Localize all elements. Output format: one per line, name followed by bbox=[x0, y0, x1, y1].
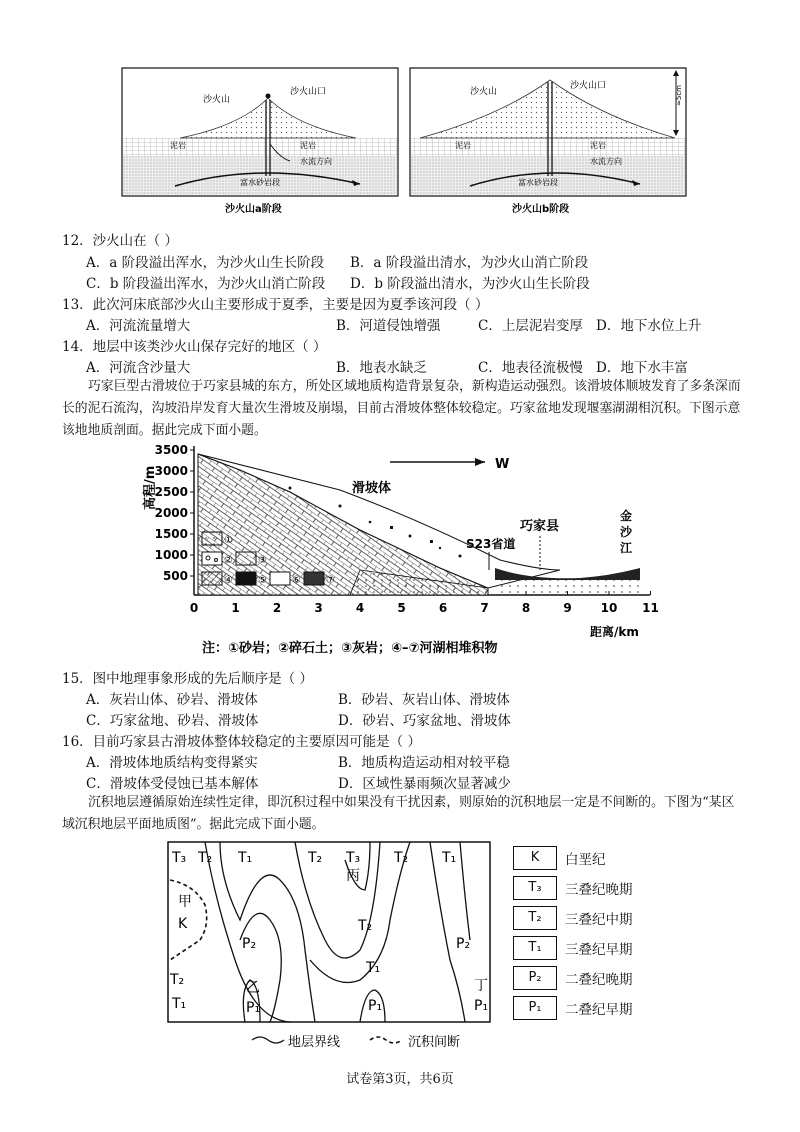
x-tick-label: 3 bbox=[314, 601, 323, 615]
x-tick-label: 4 bbox=[355, 601, 365, 615]
a-flow: 水流方向 bbox=[300, 157, 332, 166]
svg-text:P₁: P₁ bbox=[474, 998, 489, 1014]
b-mud-left: 泥岩 bbox=[455, 141, 471, 150]
x-tick-label: 1 bbox=[231, 601, 240, 615]
svg-text:T₃: T₃ bbox=[346, 850, 361, 866]
x-tick-label: 5 bbox=[397, 601, 406, 615]
sand-volcano-figure bbox=[120, 66, 692, 218]
caption-b: 沙火山b阶段 bbox=[512, 204, 570, 215]
q12-option-d[interactable]: D．b 阶段溢出清水，为沙火山生长阶段 bbox=[350, 276, 590, 292]
q13-option-b[interactable]: B．河道侵蚀增强 bbox=[336, 318, 441, 334]
q15-option-d[interactable]: D．砂岩、巧家盆地、滑坡体 bbox=[338, 713, 511, 729]
svg-text:P₂: P₂ bbox=[456, 936, 471, 952]
svg-text:⑥: ⑥ bbox=[292, 575, 301, 586]
svg-text:K: K bbox=[178, 916, 188, 932]
landslide-label: 滑坡体 bbox=[352, 481, 392, 496]
panel-a bbox=[122, 68, 398, 196]
q14-option-d[interactable]: D．地下水丰富 bbox=[596, 360, 688, 376]
q12-stem: 12．沙火山在（ ） bbox=[62, 233, 178, 249]
svg-text:⑦: ⑦ bbox=[326, 575, 335, 586]
a-mud-left: 泥岩 bbox=[170, 141, 186, 150]
q14-option-a[interactable]: A．河流含沙量大 bbox=[86, 360, 191, 376]
svg-text:T₂: T₂ bbox=[358, 918, 373, 934]
svg-text:丙: 丙 bbox=[346, 868, 360, 884]
svg-text:T₁: T₁ bbox=[366, 960, 381, 976]
svg-text:T₂: T₂ bbox=[308, 850, 323, 866]
fig2-note: 注：①砂岩；②碎石土；③灰岩；④–⑦河湖相堆积物 bbox=[202, 641, 498, 656]
svg-text:T₃: T₃ bbox=[172, 850, 187, 866]
svg-text:T₂: T₂ bbox=[198, 850, 213, 866]
boundary-legend-text: 地层界线 bbox=[288, 1035, 341, 1050]
a-volcano-label: 沙火山 bbox=[203, 95, 231, 105]
a-crater-label: 沙火山口 bbox=[290, 87, 327, 97]
x-axis-label: 距离/km bbox=[590, 625, 639, 639]
q16-stem: 16．目前巧家县古滑坡体整体较稳定的主要原因可能是（ ） bbox=[62, 734, 421, 750]
county-label: 巧家县 bbox=[520, 519, 560, 534]
b-volcano-label: 沙火山 bbox=[470, 87, 498, 97]
b-height: ≈5cm bbox=[675, 85, 683, 106]
x-tick-label: 7 bbox=[480, 601, 489, 615]
y-tick-label: 3500 bbox=[154, 443, 188, 457]
q13-stem: 13．此次河床底部沙火山主要形成于夏季，主要是因为夏季该河段（ ） bbox=[62, 297, 489, 313]
y-tick-label: 500 bbox=[162, 569, 188, 583]
b-flow: 水流方向 bbox=[590, 157, 622, 166]
q16-option-d[interactable]: D．区域性暴雨频次显著减少 bbox=[338, 776, 511, 792]
boundary-legend-line bbox=[252, 1037, 284, 1043]
svg-text:T₂: T₂ bbox=[394, 850, 409, 866]
x-tick-label: 9 bbox=[563, 601, 572, 615]
q14-option-c[interactable]: C．地表径流极慢 bbox=[478, 360, 583, 376]
x-tick-label: 6 bbox=[438, 601, 448, 615]
q16-option-c[interactable]: C．滑坡体受侵蚀已基本解体 bbox=[86, 776, 259, 792]
q14-option-b[interactable]: B．地表水缺乏 bbox=[336, 360, 427, 376]
y-axis-label: 高程/m bbox=[143, 465, 158, 510]
q13-option-a[interactable]: A．河流流量增大 bbox=[86, 318, 191, 334]
x-tick-label: 10 bbox=[600, 601, 618, 615]
q15-option-b[interactable]: B．砂岩、灰岩山体、滑坡体 bbox=[338, 692, 510, 708]
svg-text:T₁: T₁ bbox=[238, 850, 253, 866]
caption-a: 沙火山a阶段 bbox=[225, 204, 282, 215]
river-label-2: 沙 bbox=[620, 525, 633, 539]
q16-option-b[interactable]: B．地质构造运动相对较平稳 bbox=[338, 755, 510, 771]
b-mud-right: 泥岩 bbox=[590, 141, 606, 150]
svg-text:T₂: T₂ bbox=[170, 972, 185, 988]
x-tick-label: 2 bbox=[272, 601, 282, 615]
a-mud-right: 泥岩 bbox=[300, 141, 316, 150]
q15-option-c[interactable]: C．巧家盆地、砂岩、滑坡体 bbox=[86, 713, 259, 729]
geologic-profile-figure bbox=[140, 440, 670, 660]
svg-text:⑤: ⑤ bbox=[258, 575, 267, 586]
b-aquifer: 富水砂岩段 bbox=[518, 178, 558, 187]
y-tick-label: 1000 bbox=[154, 548, 188, 562]
basin-fill bbox=[500, 580, 640, 595]
svg-text:①: ① bbox=[224, 535, 233, 546]
q13-option-d[interactable]: D．地下水位上升 bbox=[596, 318, 702, 334]
passage-strata: 沉积地层遵循原始连续性定律，即沉积过程中如果没有干扰因素，则原始的沉积地层一定是不间断的。下图为“某区域沉积地层平面地质图”。据此完成下面小题。 bbox=[62, 795, 735, 832]
y-tick-label: 1500 bbox=[154, 527, 188, 541]
q14-stem: 14．地层中该类沙火山保存完好的地区（ ） bbox=[62, 339, 327, 355]
q12-option-a[interactable]: A．a 阶段溢出浑水，为沙火山生长阶段 bbox=[86, 255, 325, 271]
svg-text:④: ④ bbox=[224, 575, 233, 586]
svg-text:乙: 乙 bbox=[246, 980, 260, 996]
svg-text:T₁: T₁ bbox=[442, 850, 457, 866]
break-legend-text: 沉积间断 bbox=[408, 1035, 461, 1050]
x-tick-label: 11 bbox=[642, 601, 659, 615]
page-footer: 试卷第3页，共6页 bbox=[346, 1072, 454, 1087]
q16-option-a[interactable]: A．滑坡体地质结构变得紧实 bbox=[86, 755, 258, 771]
y-tick-label: 2000 bbox=[154, 506, 188, 520]
y-tick-label: 2500 bbox=[154, 485, 188, 499]
river-label-3: 江 bbox=[620, 541, 633, 555]
svg-text:甲: 甲 bbox=[178, 894, 192, 910]
svg-text:P₁: P₁ bbox=[368, 998, 383, 1014]
svg-text:③: ③ bbox=[258, 555, 267, 566]
svg-text:P₁: P₁ bbox=[246, 1000, 261, 1016]
y-tick-label: 3000 bbox=[154, 464, 188, 478]
river-label-1: 金 bbox=[620, 509, 633, 523]
y-ticks bbox=[155, 443, 194, 583]
x-tick-label: 0 bbox=[189, 601, 199, 615]
direction-label: W bbox=[495, 457, 510, 472]
q15-stem: 15．图中地理事象形成的先后顺序是（ ） bbox=[62, 671, 313, 687]
geologic-map-figure bbox=[160, 840, 500, 1056]
panel-b bbox=[410, 68, 686, 196]
x-tick-label: 8 bbox=[521, 601, 531, 615]
a-aquifer: 富水砂岩段 bbox=[240, 178, 280, 187]
passage-landslide: 巧家巨型古滑坡位于巧家县城的东方，所处区域地质构造背景复杂，新构造运动强烈。该滑坡体顺坡发育了多条深而长的泥石流沟，沟坡沿岸发育大量次生滑坡及崩塌，目前古滑坡体整体较稳定。巧家盆地发现堰塞湖湖相沉积。下图示意该地地质剖面。据此完成下面小题。 bbox=[62, 379, 741, 438]
svg-text:丁: 丁 bbox=[474, 978, 488, 994]
q15-option-a[interactable]: A．灰岩山体、砂岩、滑坡体 bbox=[86, 692, 258, 708]
b-crater-label: 沙火山口 bbox=[570, 81, 607, 91]
svg-text:②: ② bbox=[224, 555, 233, 566]
svg-text:T₁: T₁ bbox=[172, 996, 187, 1012]
break-legend-line bbox=[370, 1037, 402, 1043]
q12-option-b[interactable]: B．a 阶段溢出清水，为沙火山消亡阶段 bbox=[350, 255, 589, 271]
road-label: S23省道 bbox=[466, 537, 516, 551]
q13-option-c[interactable]: C．上层泥岩变厚 bbox=[478, 318, 583, 334]
svg-text:P₂: P₂ bbox=[242, 936, 257, 952]
q12-option-c[interactable]: C．b 阶段溢出浑水，为沙火山消亡阶段 bbox=[86, 276, 326, 292]
